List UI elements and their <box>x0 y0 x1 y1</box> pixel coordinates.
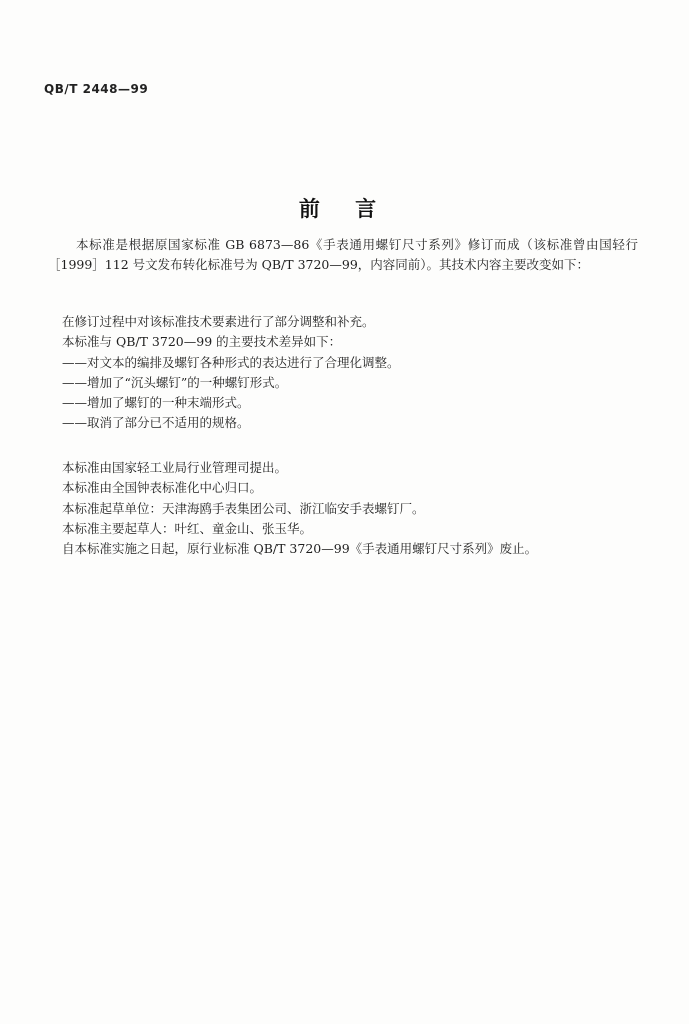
supersedes-note: 自本标准实施之日起，原行业标准 QB/T 3720—99《手表通用螺钉尺寸系列》废止。 <box>62 541 538 557</box>
revision-note: 在修订过程中对该标准技术要素进行了部分调整和补充。 <box>62 314 375 329</box>
managed-by: 本标准由全国钟表标准化中心归口。 <box>62 480 263 496</box>
difference-item: ——对文本的编排及螺钉各种形式的表达进行了合理化调整。 <box>62 354 400 370</box>
standard-code: QB/T 2448—99 <box>44 82 149 96</box>
page-title: 前 言 <box>298 197 391 221</box>
differences-intro: 本标准与 QB/T 3720—99 的主要技术差异如下： <box>62 334 342 350</box>
technical-differences-block <box>48 312 648 434</box>
difference-item: ——增加了“沉头螺钉”的一种螺钉形式。 <box>62 374 288 390</box>
drafting-units: 本标准起草单位：天津海鸥手表集团公司、浙江临安手表螺钉厂。 <box>62 500 425 516</box>
standard-info-block <box>48 458 648 559</box>
preface-paragraph-1: 本标准是根据原国家标准 GB 6873—86《手表通用螺钉尺寸系列》修订而成（该标准曾由国轻行［1999］112 号文发布转化标准号为 QB/T 3720—99，内容同前）。其技术内容主要改变如下： <box>48 237 638 272</box>
drafters: 本标准主要起草人：叶红、童金山、张玉华。 <box>62 520 313 536</box>
difference-item: ——取消了部分已不适用的规格。 <box>62 415 250 431</box>
proposed-by: 本标准由国家轻工业局行业管理司提出。 <box>62 460 288 475</box>
difference-item: ——增加了螺钉的一种末端形式。 <box>62 395 250 411</box>
